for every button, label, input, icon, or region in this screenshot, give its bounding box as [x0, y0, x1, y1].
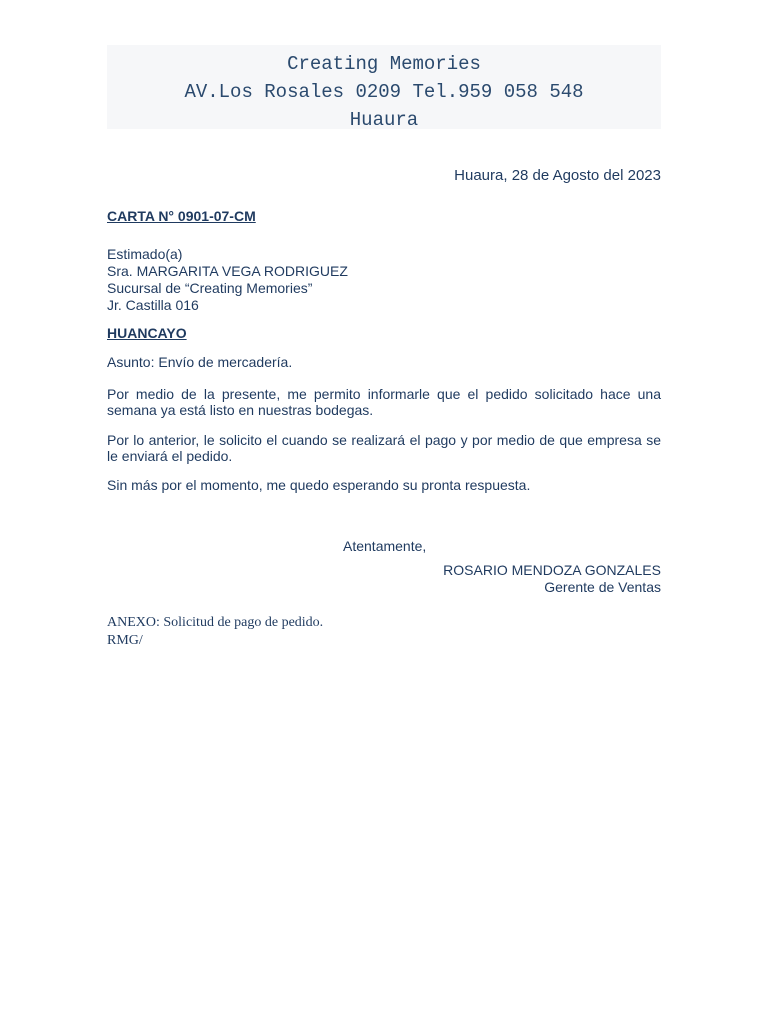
valediction: Atentamente,	[343, 538, 427, 554]
body-paragraph: Por lo anterior, le solicito el cuando se realizará el pago y por medio de que empresa se le enviará el pedido.	[107, 432, 661, 464]
recipient-branch: Sucursal de “Creating Memories”	[107, 280, 313, 296]
recipient-block	[107, 246, 661, 314]
letterhead	[107, 45, 661, 129]
recipient-greeting: Estimado(a)	[107, 246, 183, 262]
letter-subject: Asunto: Envío de mercadería.	[107, 354, 293, 370]
annex-line: ANEXO: Solicitud de pago de pedido.	[107, 615, 324, 630]
recipient-street: Jr. Castilla 016	[107, 297, 199, 313]
body-paragraph: Por medio de la presente, me permito informarle que el pedido solicitado hace una semana ya está listo en nuestras bodegas.	[107, 386, 661, 418]
letter-date: Huaura, 28 de Agosto del 2023	[454, 167, 661, 184]
company-address: AV.Los Rosales 0209 Tel.959 058 548	[184, 81, 584, 103]
closing-line: Sin más por el momento, me quedo esperando su pronta respuesta.	[107, 477, 531, 493]
recipient-name: Sra. MARGARITA VEGA RODRIGUEZ	[107, 263, 348, 279]
initials: RMG/	[107, 633, 143, 648]
company-city: Huaura	[349, 109, 419, 131]
destination-city: HUANCAYO	[107, 325, 187, 341]
signer-title: Gerente de Ventas	[544, 579, 661, 595]
letter-reference: CARTA N° 0901-07-CM	[107, 208, 256, 224]
annex-block	[107, 614, 323, 650]
signer-name: ROSARIO MENDOZA GONZALES	[443, 562, 661, 578]
company-name: Creating Memories	[287, 53, 481, 75]
signature-block	[261, 562, 661, 596]
